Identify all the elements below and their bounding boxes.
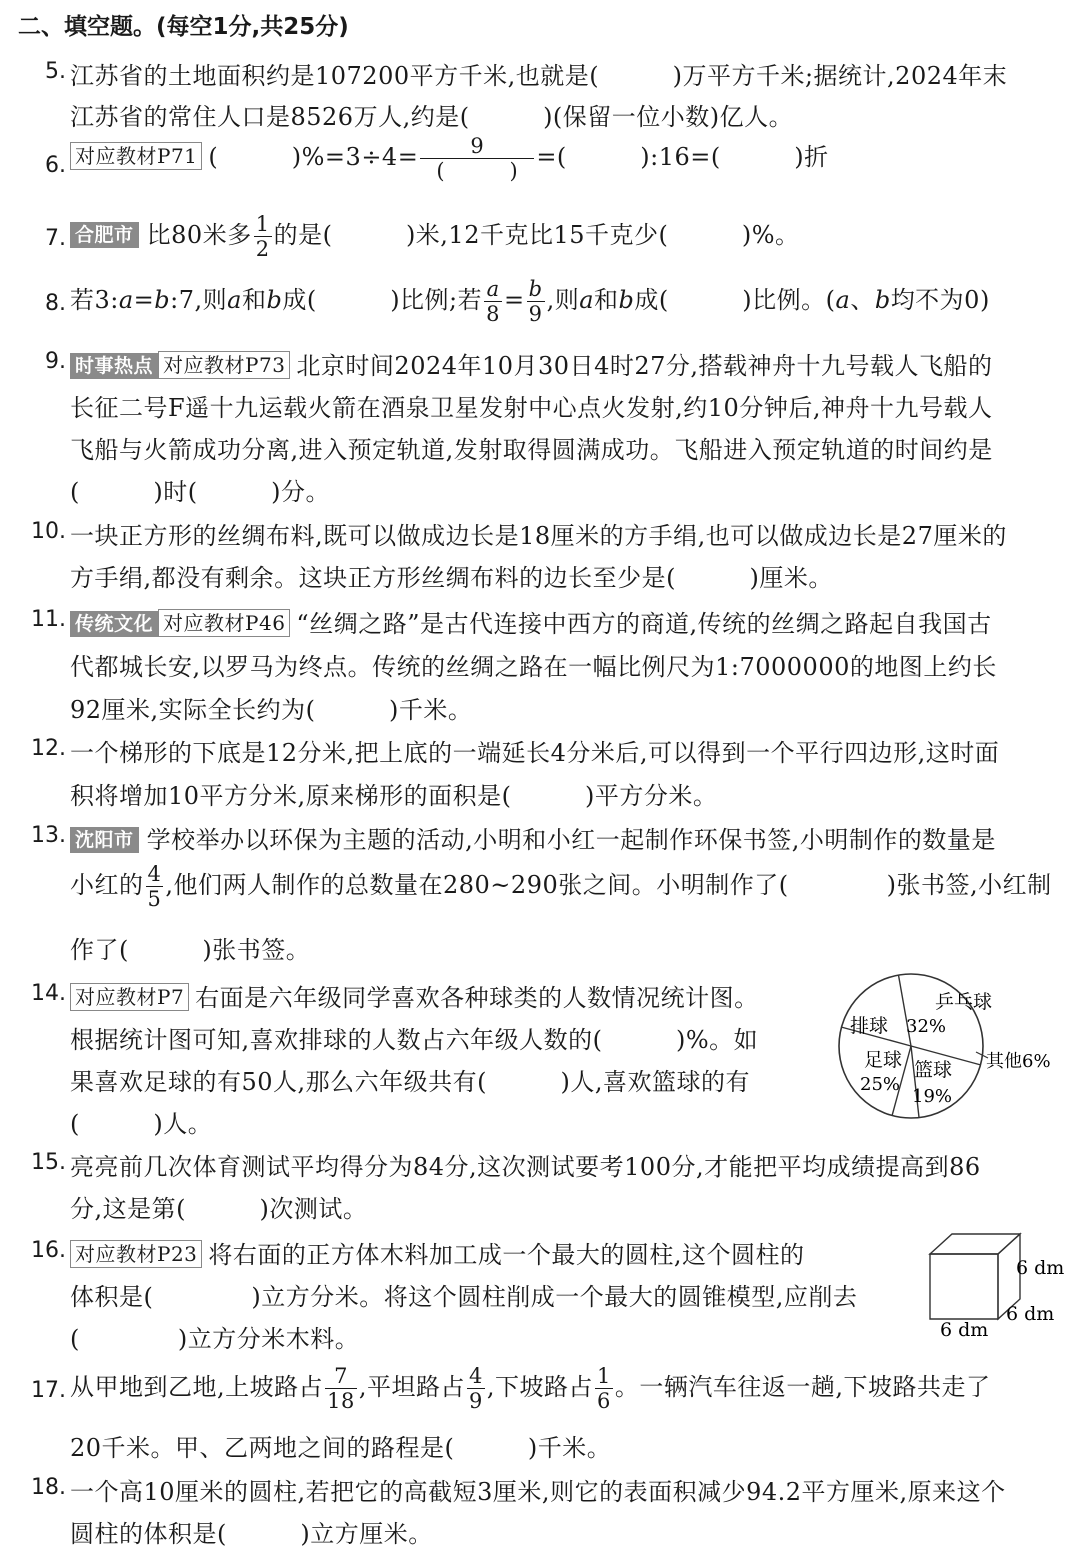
question-number: 7. — [45, 226, 66, 251]
fraction: $\frac{1}{2}$ — [255, 212, 270, 261]
cube-depth-label: 6 dm — [1006, 1303, 1055, 1325]
question-text-line: 时事热点 对应教材P73 北京时间2024年10月30日4时27分,搭载神舟十九号载人飞船的 — [70, 346, 993, 381]
topic-tag: 时事热点 — [70, 353, 158, 379]
question-text-line: 一块正方形的丝绸布料,既可以做成边长是18厘米的方手绢,也可以做成边长是27厘米的 — [70, 522, 1007, 550]
question-text-line: 江苏省的土地面积约是107200平方千米,也就是( )万平方千米;据统计,2024年末 — [70, 62, 1008, 90]
pie-label-pingpong-pct: 32% — [906, 1016, 947, 1037]
question-text-line: ( )时( )分。 — [70, 478, 330, 506]
question-number: 16. — [31, 1238, 66, 1263]
question-text-line: 对应教材P7 右面是六年级同学喜欢各种球类的人数情况统计图。 — [70, 978, 759, 1013]
question-number: 14. — [31, 981, 66, 1006]
question-number: 17. — [31, 1378, 66, 1403]
pie-label-football-pct: 25% — [860, 1074, 901, 1095]
question-text-line: 20千米。甲、乙两地之间的路程是( )千米。 — [70, 1434, 612, 1462]
fraction: $\frac{1}{6}$ — [597, 1364, 611, 1413]
pie-label-basketball: 篮球 — [914, 1059, 953, 1081]
question-number: 8. — [45, 291, 66, 316]
textbook-ref-tag: 对应教材P7 — [70, 983, 189, 1011]
fraction: $\frac{b}{9}$ — [528, 277, 543, 326]
question-text-line: 根据统计图可知,喜欢排球的人数占六年级人数的( )%。如 — [70, 1026, 759, 1054]
question-text-line: 果喜欢足球的有50人,那么六年级共有( )人,喜欢篮球的有 — [70, 1068, 751, 1096]
fraction: $\frac{4}{9}$ — [469, 1364, 483, 1413]
cube-height-label: 6 dm — [1016, 1257, 1065, 1279]
question-number: 10. — [31, 519, 66, 544]
region-tag: 沈阳市 — [70, 827, 139, 853]
cube-width-label: 6 dm — [940, 1319, 989, 1341]
question-text-line: 合肥市 比80米多 $\frac{1}{2}$ 的是( )米,12千克比15千克少( )%。 — [70, 212, 800, 261]
pie-label-pingpong: 乒乓球 — [935, 991, 993, 1013]
region-tag: 合肥市 — [70, 222, 139, 248]
question-number: 5. — [45, 59, 66, 84]
question-text-line: 若3:a=b:7,则a和b成( )比例;若 $\frac{a}{8}$ = $\frac{b}{9}$ ,则a和b成( )比例。(a、b均不为0) — [70, 277, 990, 326]
textbook-ref-tag: 对应教材P71 — [70, 142, 202, 170]
textbook-ref-tag: 对应教材P73 — [158, 351, 290, 379]
question-text-line: 体积是( )立方分米。将这个圆柱削成一个最大的圆锥模型,应削去 — [70, 1283, 858, 1311]
question-text-line: 长征二号F遥十九运载火箭在酒泉卫星发射中心点火发射,约10分钟后,神舟十九号载人 — [70, 394, 993, 422]
question-text-line: 亮亮前几次体育测试平均得分为84分,这次测试要考100分,才能把平均成绩提高到86 — [70, 1153, 981, 1181]
question-text-line: 92厘米,实际全长约为( )千米。 — [70, 696, 473, 724]
question-text-line: 圆柱的体积是( )立方厘米。 — [70, 1520, 433, 1548]
fraction: $\frac{7}{18}$ — [327, 1364, 355, 1413]
question-number: 6. — [45, 153, 66, 178]
cube-figure — [920, 1226, 1070, 1344]
question-number: 18. — [31, 1475, 66, 1500]
fraction: $\frac{9}{( )}$ — [420, 134, 534, 183]
question-number: 13. — [31, 823, 66, 848]
topic-tag: 传统文化 — [70, 611, 158, 637]
fraction: $\frac{a}{8}$ — [486, 277, 501, 326]
cube-top-face — [930, 1234, 1020, 1254]
question-text-line: 一个梯形的下底是12分米,把上底的一端延长4分米后,可以得到一个平行四边形,这时面 — [70, 739, 1000, 767]
question-text-line: 对应教材P23 将右面的正方体木料加工成一个最大的圆柱,这个圆柱的 — [70, 1235, 805, 1270]
ball-sports-pie-chart — [836, 972, 1068, 1120]
question-text-line: 江苏省的常住人口是8526万人,约是( )(保留一位小数)亿人。 — [70, 103, 794, 131]
fraction: $\frac{4}{5}$ — [147, 862, 162, 911]
pie-label-other: 其他6% — [986, 1051, 1051, 1072]
question-number: 11. — [31, 607, 66, 632]
textbook-ref-tag: 对应教材P23 — [70, 1240, 202, 1268]
question-text-line: 一个高10厘米的圆柱,若把它的高截短3厘米,则它的表面积减少94.2平方厘米,原来这个 — [70, 1478, 1006, 1506]
question-number: 15. — [31, 1150, 66, 1175]
question-number: 12. — [31, 736, 66, 761]
question-text-line: ( )立方分米木料。 — [70, 1325, 360, 1353]
question-text-line: ( )人。 — [70, 1110, 213, 1138]
question-text-line: 从甲地到乙地,上坡路占 $\frac{7}{18}$ ,平坦路占 $\frac{4}{9}$ ,下坡路占 $\frac{1}{6}$ 。一辆汽车往返一趟,下坡路共走了 — [70, 1364, 991, 1413]
question-text-line: 方手绢,都没有剩余。这块正方形丝绸布料的边长至少是( )厘米。 — [70, 564, 833, 592]
pie-label-basketball-pct: 19% — [912, 1086, 953, 1107]
pie-label-volleyball: 排球 — [850, 1015, 889, 1037]
question-text-line: 传统文化 对应教材P46 “丝绸之路”是古代连接中西方的商道,传统的丝绸之路起自我国古 — [70, 604, 992, 639]
question-text-line: 对应教材P71 ( )%=3÷4= $\frac{9}{( )}$ =( ):16=( )折 — [70, 134, 829, 183]
question-text-line: 小红的 $\frac{4}{5}$ ,他们两人制作的总数量在280~290张之间。小明制作了( )张书签,小红制 — [70, 862, 1052, 911]
question-text-line: 飞船与火箭成功分离,进入预定轨道,发射取得圆满成功。飞船进入预定轨道的时间约是 — [70, 436, 993, 464]
question-text-line: 积将增加10平方分米,原来梯形的面积是( )平方分米。 — [70, 782, 718, 810]
question-text-line: 分,这是第( )次测试。 — [70, 1195, 368, 1223]
question-number: 9. — [45, 349, 66, 374]
question-text-line: 沈阳市 学校举办以环保为主题的活动,小明和小红一起制作环保书签,小明制作的数量是 — [70, 820, 996, 855]
pie-label-football: 足球 — [864, 1049, 903, 1071]
textbook-ref-tag: 对应教材P46 — [158, 609, 290, 637]
cube-front-face — [930, 1254, 998, 1319]
question-text-line: 代都城长安,以罗马为终点。传统的丝绸之路在一幅比例尺为1:7000000的地图上约长 — [70, 653, 997, 681]
section-title: 二、填空题。(每空1分,共25分) — [18, 14, 349, 40]
question-text-line: 作了( )张书签。 — [70, 936, 311, 964]
